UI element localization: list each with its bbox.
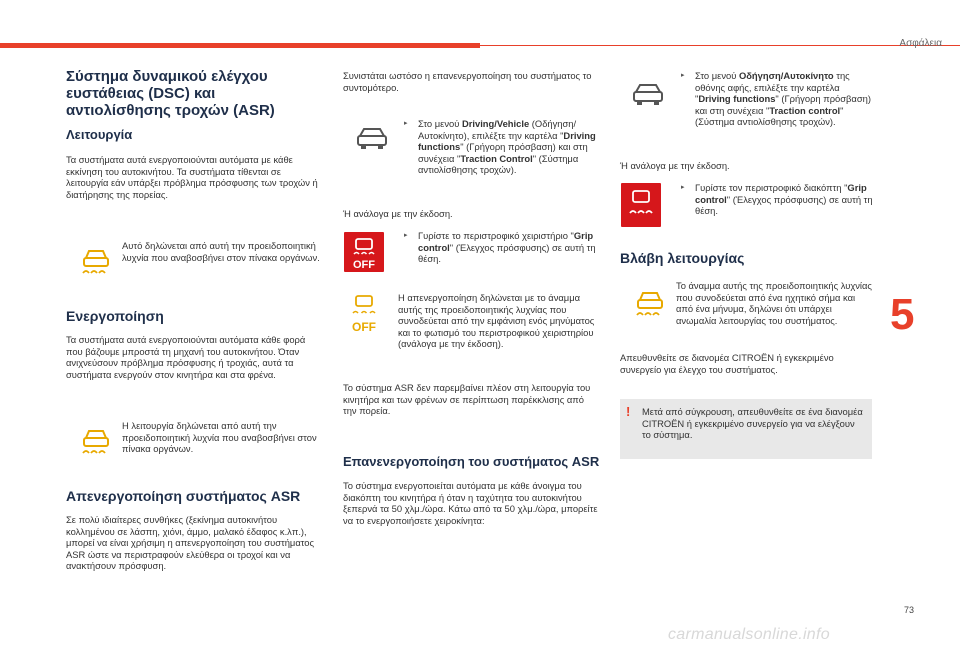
warning-note-text: Μετά από σύγκρουση, απευθυνθείτε σε ένα διανομέα CITROËN ή εγκεκριμένο συνεργείο για να ελέγξουν το σύστημα. <box>642 406 863 441</box>
heading-deactivation: Απενεργοποίηση συστήματος ASR <box>66 488 301 504</box>
traction-control-icon <box>621 183 661 227</box>
car-menu-icon <box>352 122 392 154</box>
bullet-grip-control: ▸ Γυρίστε το περιστροφικό χειριστήριο "Grip control" (Έλεγχος πρόσφυσης) σε αυτή τη θέση. <box>418 230 600 265</box>
heading-activation: Ενεργοποίηση <box>66 308 164 324</box>
text-operation: Τα συστήματα αυτά ενεργοποιούνται αυτόματα με κάθε εκκίνηση του αυτοκινήτου. Τα συστήματα τίθενται σε λειτουργία εάν υπάρξει πρόβλημα πρόσφυσης των τροχών ή διατήρησης της πορείας. <box>66 154 318 200</box>
car-menu-icon-2 <box>628 78 668 110</box>
esp-warning-lamp-icon-3 <box>630 286 670 318</box>
page-title: Σύστημα δυναμικού ελέγχου ευστάθειας (DSC) και αντιολίσθησης τροχών (ASR) <box>66 68 275 119</box>
header-bar <box>0 43 480 48</box>
page-number: 73 <box>904 605 915 615</box>
text-reactivation: Το σύστημα ενεργοποιείται αυτόματα με κάθε άνοιγμα του διακόπτη του κινητήρα ή όταν η ταχύτητα του αυτοκινήτου ξεπερνά τα 50 χλμ./ώρα. Κάτω από τα 50 χλμ./ώρα, μπορείτε να το ενεργοποιήσετε χειροκίνητα: <box>343 480 598 526</box>
text-asr-no-intervention: Το σύστημα ASR δεν παρεμβαίνει πλέον στη λειτουργία του κινητήρα και των φρένων σε περίπτωση παρέκκλισης από την πορεία. <box>343 382 591 417</box>
off-lamp-label: OFF <box>352 320 376 334</box>
header-line <box>480 45 960 46</box>
text-deactivation-indicated: Η απενεργοποίηση δηλώνεται με το άναμμα αυτής της προειδοποιητικής λυχνίας που συνοδεύεται από την εμφάνιση ενός μηνύματος και το φωτισμό του περιστροφικού χειριστηρίου (ανάλογα με την έκδοση). <box>398 292 595 350</box>
esp-warning-lamp-icon-2 <box>76 424 116 456</box>
text-malfunction-lamp: Το άναμμα αυτής της προειδοποιητικής λυχνίας που συνοδεύεται από ένα ηχητικό σήμα και από ένα μήνυμα, δηλώνει ότι υπάρχει ανωμαλία λειτουργίας του συστήματος. <box>676 280 872 326</box>
text-lamp-flash-1: Αυτό δηλώνεται από αυτή την προειδοποιητική λυχνία που αναβοσβήνει στον πίνακα οργάνων. <box>122 240 320 263</box>
watermark: carmanualsonline.info <box>668 626 830 643</box>
text-deactivation: Σε πολύ ιδιαίτερες συνθήκες (ξεκίνημα αυτοκινήτου κολλημένου σε λάσπη, χιόνι, άμμο, μαλακό έδαφος κ.λπ.), μπορεί να είναι χρήσιμη η απενεργοποίηση του συστήματος ASR ώστε να περιστραφούν ελεύθερα οι τροχοί και να ανακτήσουν πρόσφυση. <box>66 514 315 572</box>
esp-warning-lamp-icon <box>76 244 116 276</box>
bullet-grip-control-2: ▸ Γυρίστε τον περιστροφικό διακόπτη "Grip control" (Έλεγχος πρόσφυσης) σε αυτή τη θέση. <box>695 182 875 217</box>
heading-malfunction: Βλάβη λειτουργίας <box>620 250 745 266</box>
grip-control-button <box>621 183 661 227</box>
heading-reactivation: Επανενεργοποίηση του συστήματος ASR <box>343 454 600 469</box>
text-reactivate-advice: Συνιστάται ωστόσο η επανενεργοποίηση του συστήματος το συντομότερο. <box>343 70 592 93</box>
asr-off-warning-lamp-icon <box>344 292 384 338</box>
off-label: OFF <box>353 259 375 271</box>
bullet-menu-driving-vehicle: ▸ Στο μενού Driving/Vehicle (Οδήγηση/Αυτοκίνητο), επιλέξτε την καρτέλα "Driving functions" (Γρήγορη πρόσβαση) και στη συνέχεια "Traction Control" (Σύστημα αντιολίσθησης τροχών). <box>418 118 600 176</box>
chapter-tab: 5 <box>890 290 915 339</box>
text-or-version-2: Ή ανάλογα με την έκδοση. <box>620 160 730 171</box>
text-contact-dealer: Απευθυνθείτε σε διανομέα CITROËN ή εγκεκριμένο συνεργείο για έλεγχο του συστήματος. <box>620 352 834 375</box>
traction-off-icon <box>344 232 384 272</box>
text-activation: Τα συστήματα αυτά ενεργοποιούνται αυτόματα κάθε φορά που βάζουμε μπροστά τη μηχανή του αυτοκινήτου. Όταν ανιχνεύσουν πρόβλημα πρόσφυσης ή τροχιάς, αυτά τα συστήματα ενεργούν στον κινητήρα και στα φρένα. <box>66 334 306 380</box>
exclamation-icon: ! <box>626 404 631 419</box>
text-or-version: Ή ανάλογα με την έκδοση. <box>343 208 453 219</box>
bullet-menu-touchscreen: ▸ Στο μενού Οδήγηση/Αυτοκίνητο της οθόνης αφής, επιλέξτε την καρτέλα "Driving functions" (Γρήγορη πρόσβαση) και στη συνέχεια "Traction control" (Σύστημα αντιολίσθησης τροχών). <box>695 70 875 128</box>
heading-operation: Λειτουργία <box>66 127 133 142</box>
section-title: Ασφάλεια <box>899 38 942 49</box>
grip-control-off-button <box>344 232 384 272</box>
text-lamp-flash-2: Η λειτουργία δηλώνεται από αυτή την προειδοποιητική λυχνία που αναβοσβήνει στον πίνακα οργάνων. <box>122 420 317 455</box>
